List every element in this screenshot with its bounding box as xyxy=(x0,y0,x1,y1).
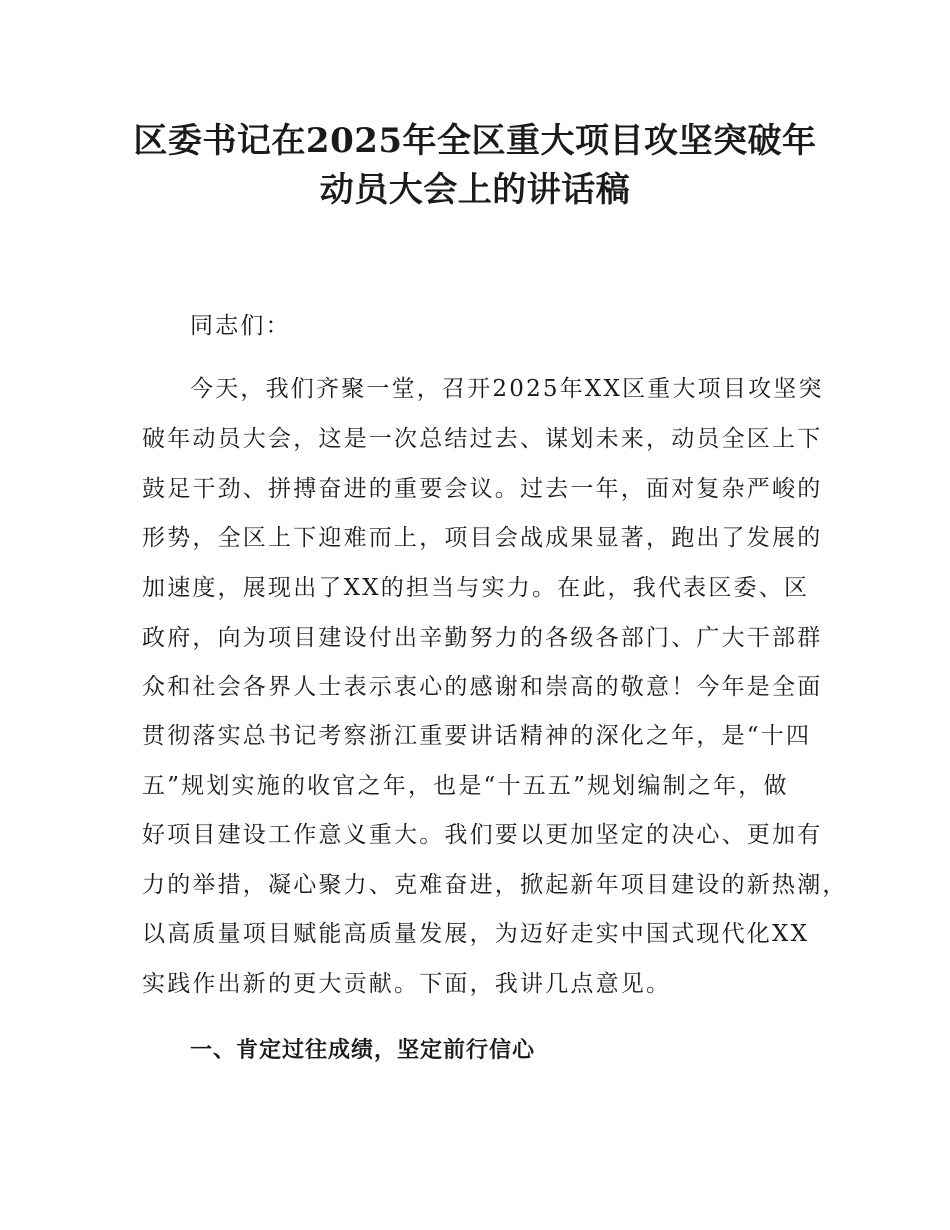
paragraph-line: 今天，我们齐聚一堂，召开2025年XX区重大项目攻坚突 xyxy=(190,376,824,402)
paragraph-line: 破年动员大会，这是一次总结过去、谋划未来，动员全区上下 xyxy=(142,426,823,452)
section-heading: 一、肯定过往成绩，坚定前行信心 xyxy=(190,1038,536,1063)
salutation: 同志们： xyxy=(190,313,291,339)
paragraph-line: 众和社会各界人士表示衷心的感谢和崇高的敬意！今年是全面 xyxy=(142,674,823,700)
paragraph-line: 好项目建设工作意义重大。我们要以更加坚定的决心、更加有 xyxy=(142,822,823,848)
paragraph-line: 以高质量项目赋能高质量发展，为迈好走实中国式现代化XX xyxy=(142,921,810,947)
document-title-line-1: 区委书记在2025年全区重大项目攻坚突破年 xyxy=(133,121,817,161)
paragraph-line: 五”规划实施的收官之年，也是“十五五”规划编制之年，做 xyxy=(142,773,789,799)
document-title-line-2: 动员大会上的讲话稿 xyxy=(319,170,631,210)
paragraph-line: 政府，向为项目建设付出辛勤努力的各级各部门、广大干部群 xyxy=(142,625,823,651)
paragraph-line: 鼓足干劲、拼搏奋进的重要会议。过去一年，面对复杂严峻的 xyxy=(142,476,823,502)
paragraph-line: 加速度，展现出了XX的担当与实力。在此，我代表区委、区 xyxy=(142,575,810,601)
paragraph-line: 力的举措，凝心聚力、克难奋进，掀起新年项目建设的新热潮， xyxy=(142,872,848,898)
paragraph-line: 形势，全区上下迎难而上，项目会战成果显著，跑出了发展的 xyxy=(142,525,823,551)
paragraph-line: 实践作出新的更大贡献。下面，我讲几点意见。 xyxy=(142,971,672,997)
paragraph-line: 贯彻落实总书记考察浙江重要讲话精神的深化之年，是“十四 xyxy=(142,723,812,749)
